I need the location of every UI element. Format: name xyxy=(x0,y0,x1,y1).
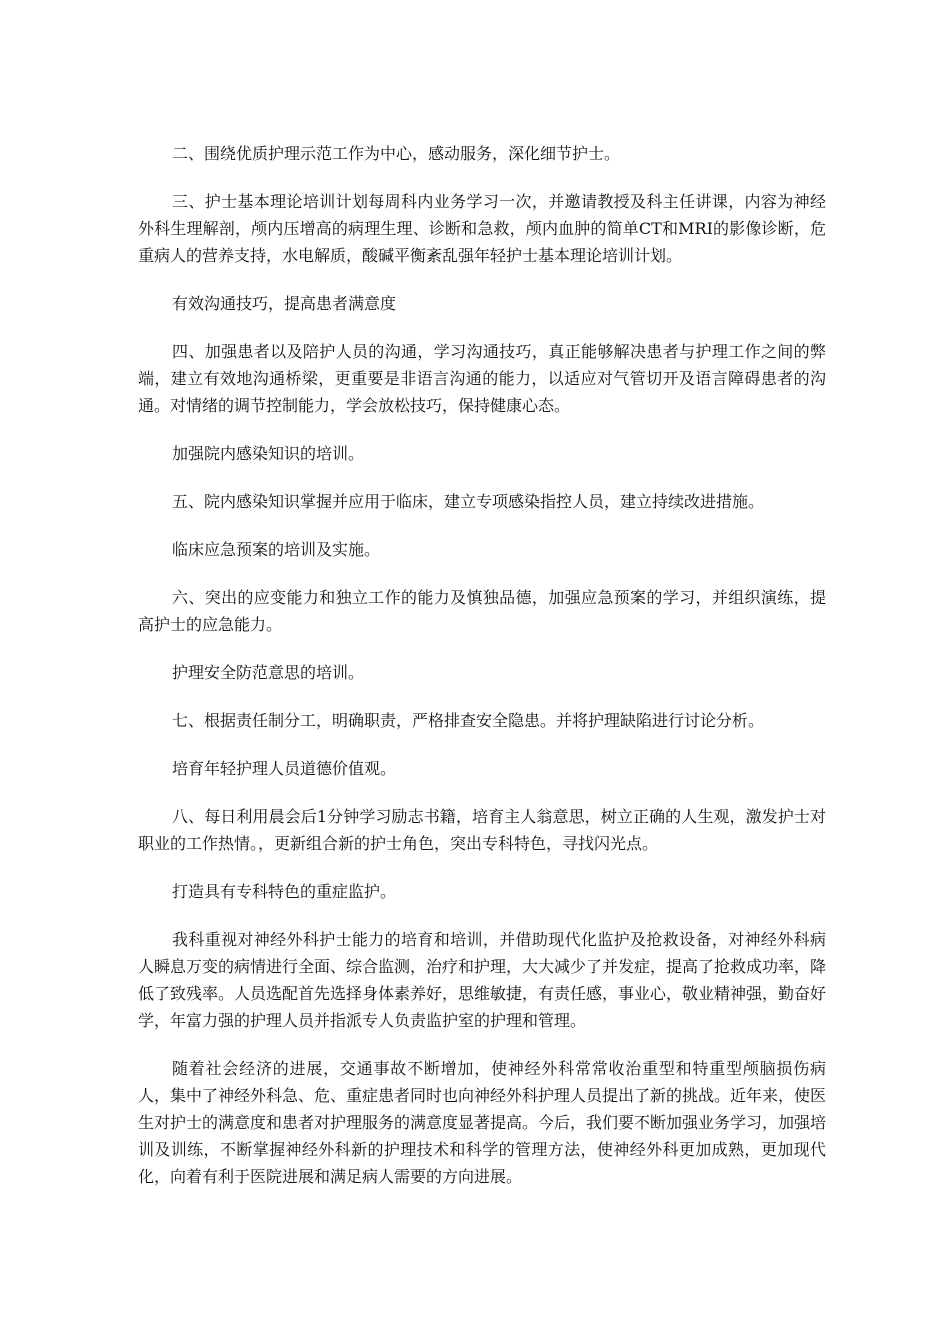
paragraph-icu-heading: 打造具有专科特色的重症监护。 xyxy=(172,882,397,901)
paragraph-section-eight: 八、每日利用晨会后1分钟学习励志书籍，培育主人翁意思，树立正确的人生观，激发护士对职业的工作热情。，更新组合新的护士角色，突出专科特色，寻找闪光点。 xyxy=(138,807,826,853)
paragraph-section-four: 四、加强患者以及陪护人员的沟通，学习沟通技巧，真正能够解决患者与护理工作之间的弊端，建立有效地沟通桥梁，更重要是非语言沟通的能力，以适应对气管切开及语言障碍患者的沟通。对情绪的调节控制能力，学会放松技巧，保持健康心态。 xyxy=(138,342,826,415)
paragraph-section-three: 三、护士基本理论培训计划每周科内业务学习一次，并邀请教授及科主任讲课，内容为神经外科生理解剖，颅内压增高的病理生理、诊断和急救，颅内血肿的简单CT和MRI的影像诊断，危重病人的营养支持，水电解质，酸碱平衡紊乱强年轻护士基本理论培训计划。 xyxy=(138,192,826,265)
paragraph-section-six: 六、突出的应变能力和独立工作的能力及慎独品德，加强应急预案的学习，并组织演练，提高护士的应急能力。 xyxy=(138,588,826,634)
paragraph-conclusion: 随着社会经济的进展，交通事故不断增加，使神经外科常常收治重型和特重型颅脑损伤病人，集中了神经外科急、危、重症患者同时也向神经外科护理人员提出了新的挑战。近年来，使医生对护士的满意度和患者对护理服务的满意度显著提高。今后，我们要不断加强业务学习，加强培训及训练，不断掌握神经外科新的护理技术和科学的管理方法，使神经外科更加成熟，更加现代化，向着有利于医院进展和满足病人需要的方向进展。 xyxy=(138,1059,827,1186)
document-body xyxy=(138,140,826,1211)
paragraph-emergency-heading: 临床应急预案的培训及实施。 xyxy=(172,540,381,559)
paragraph-safety-heading: 护理安全防范意思的培训。 xyxy=(172,663,365,682)
paragraph-section-five: 五、院内感染知识掌握并应用于临床，建立专项感染指控人员，建立持续改进措施。 xyxy=(172,492,765,511)
paragraph-infection-heading: 加强院内感染知识的培训。 xyxy=(172,444,365,463)
paragraph-ethics-heading: 培育年轻护理人员道德价值观。 xyxy=(172,759,397,778)
paragraph-section-two: 二、围绕优质护理示范工作为中心，感动服务，深化细节护士。 xyxy=(172,144,621,163)
paragraph-icu-body: 我科重视对神经外科护士能力的培育和培训，并借助现代化监护及抢救设备，对神经外科病人瞬息万变的病情进行全面、综合监测，治疗和护理，大大减少了并发症，提高了抢救成功率，降低了致残率。人员选配首先选择身体素养好，思维敏捷，有责任感，事业心，敬业精神强，勤奋好学，年富力强的护理人员并指派专人负责监护室的护理和管理。 xyxy=(138,930,827,1030)
paragraph-section-seven: 七、根据责任制分工，明确职责，严格排查安全隐患。并将护理缺陷进行讨论分析。 xyxy=(172,711,765,730)
paragraph-communication-heading: 有效沟通技巧，提高患者满意度 xyxy=(172,294,397,313)
